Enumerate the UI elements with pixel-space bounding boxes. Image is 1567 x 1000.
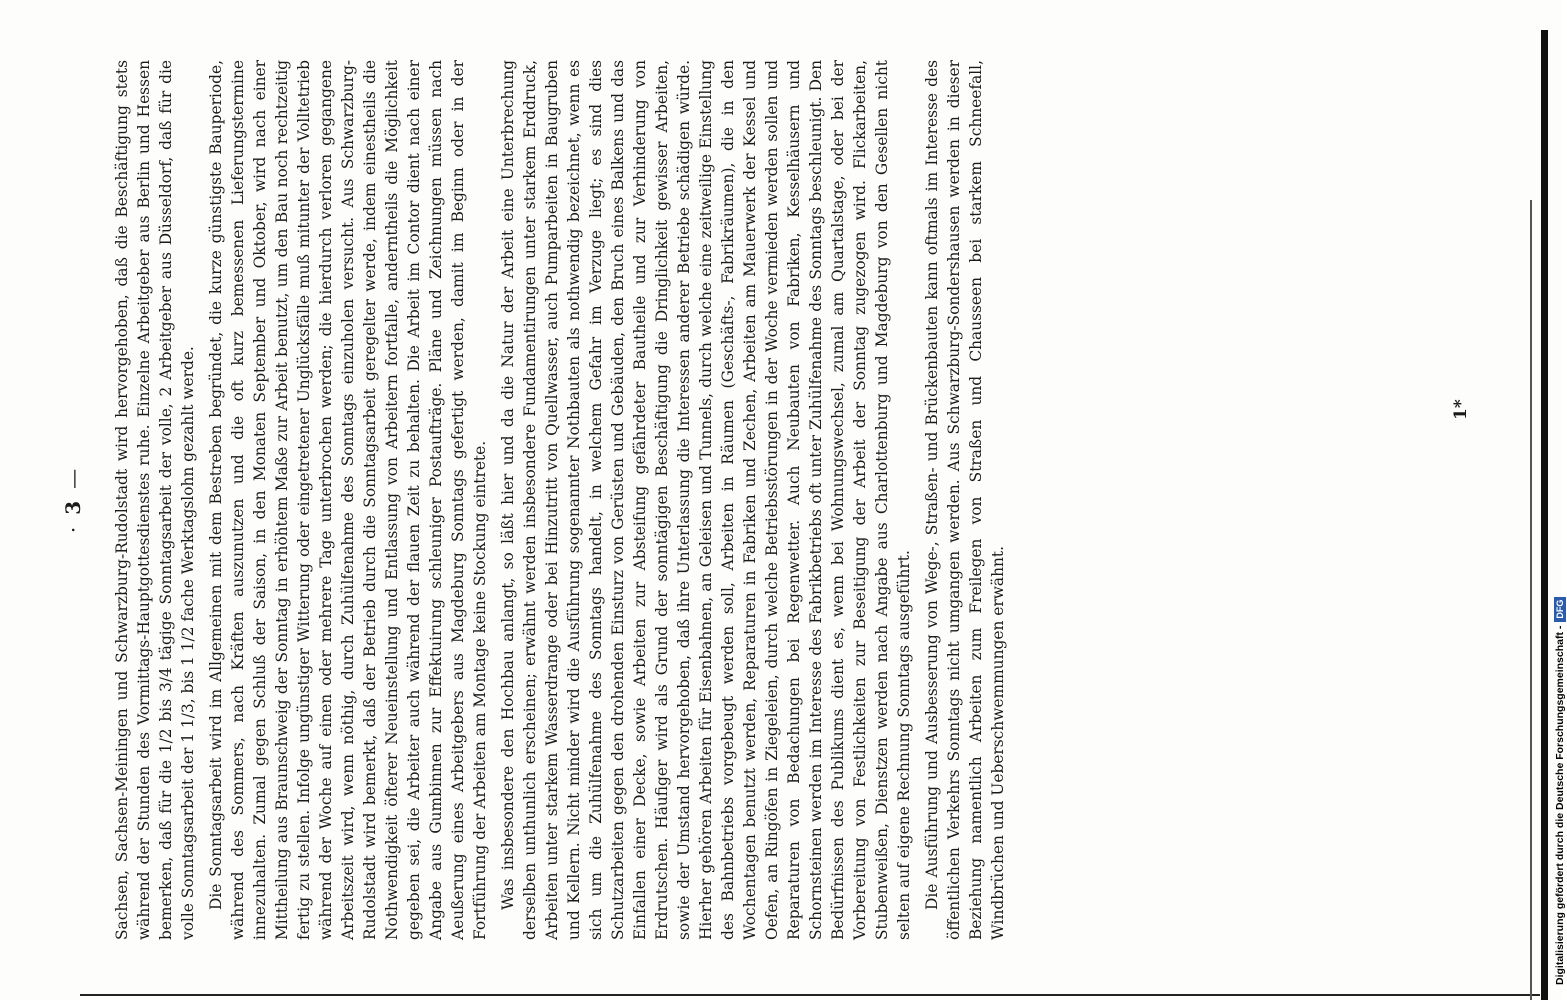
- page-edge-rule: [80, 994, 1540, 996]
- digitization-watermark: [1553, 5, 1567, 985]
- rotated-page: [61, 20, 1501, 980]
- binding-edge-bar: [1541, 30, 1548, 1000]
- body-text: [111, 60, 1009, 940]
- page-number: [61, 20, 85, 980]
- page-number-dash-left: ·: [61, 524, 85, 534]
- paragraph-4: Die Ausführung und Ausbesserung von Wege-, Straßen- und Brückenbauten kann oftmals im Interesse des öffentlichen Verkehrs Sonntags nicht umgangen werden. Aus Schwarzburg-Sondershausen werden in dieser Beziehung namentlich Arbeiten zum Freilegen von Straßen und Chausseen bei starkem Schneefall, Windbrüchen und Ueberschwemmungen erwähnt.: [923, 60, 1007, 940]
- paragraph-3: Was insbesondere den Hochbau anlangt, so läßt hier und da die Natur der Arbeit eine Unterbrechung derselben unthunlich erscheinen; erwähnt werden insbesondere Fundamentirungen unter starkem Erddruck, Arbeiten unter starkem Wasserdrange oder bei Hinzutritt von Quellwasser, auch Pumparbeiten in Baugruben und Kellern. Nicht minder wird die Ausführung sogenannter Nothbauten als nothwendig bezeichnet, wenn es sich um die Zuhülfenahme des Sonntags handelt, in welchem Gefahr im Verzuge liegt; es sind dies Schutzarbeiten gegen den drohenden Einsturz von Gerüsten und Gebäuden, den Bruch eines Balkens und das Einfallen einer Decke, sowie Arbeiten zur Absteifung gefährdeter Bautheile und zur Verhinderung von Erdrutschen. Häufiger wird als Grund der sonntägigen Beschäftigung die Dringlichkeit gewisser Arbeiten, sowie der Umstand hervorgehoben, daß ihre Unterlassung die Interessen anderer Betriebe schädigen würde. Hierher gehören Arbeiten für Eisenbahnen, an Geleisen und Tunnels, durch welche eine zeitweilige Einstellung des Bahnbetriebs vorgebeugt werden soll, Arbeiten in Räumen (Geschäfts-, Fabrikräumen), die in den Wochentagen benutzt werden, Reparaturen in Fabriken und Zechen, Arbeiten am Mauerwerk der Kessel und Oefen, an Ringöfen in Ziegeleien, durch welche Betriebsstörungen in der Woche vermieden werden sollen und Reparaturen von Bedachungen bei Regenwetter. Auch Neubauten von Fabriken, Kesselhäusern und Schornsteinen werden im Interesse des Fabrikbetriebs oft unter Zuhülfenahme des Sonntags beschleunigt. Den Bedürfnissen des Publikums dient es, wenn bei Wohnungswechsel, zumal am Quartalstage, oder bei der Vorbereitung von Festlichkeiten zur Beseitigung der Arbeit der Sonntag zugezogen wird. Flickarbeiten, Stubenweißen, Dienstzen werden nach Angabe aus Charlottenburg und Magdeburg von den Gesellen nicht selten auf eigene Rechnung Sonntags ausgeführt.: [499, 60, 913, 940]
- watermark-text: Digitalisierung gefördert durch die Deutsche Forschungsgemeinschaft -: [1554, 625, 1566, 985]
- dfg-logo-icon: DFG: [1554, 597, 1566, 622]
- paragraph-2: Die Sonntagsarbeit wird im Allgemeinen mit dem Bestreben begründet, die kurze günstigste Bauperiode, während des Sommers, nach Kräften auszunutzen und die oft kurz bemessenen Lieferungstermine innezuhalten. Zumal gegen Schluß der Saison, in den Monaten September und Oktober, wird nach einer Mittheilung aus Braunschweig der Sonntag in erhöhtem Maße zur Arbeit benutzt, um den Bau noch rechtzeitig fertig zu stellen. Infolge ungünstiger Witterung oder eingetretener Unglücksfälle muß mitunter der Volltetrieb während der Woche auf einen oder mehrere Tage unterbrochen werden; die hierdurch verloren gegangene Arbeitszeit wird, wenn nöthig, durch Zuhülfenahme des Sonntags einzuholen versucht. Aus Schwarzburg-Rudolstadt wird bemerkt, daß der Betrieb durch die Sonntagsarbeit geregelter werde, indem einestheils die Nothwendigkeit öfterer Neueinstellung und Entlassung von Arbeitern fortfalle, anderntheils die Möglichkeit gegeben sei, die Arbeiter auch während der flauen Zeit zu behalten. Die Arbeit im Contor dient nach einer Angabe aus Gumbinnen zur Effektuirung schleuniger Postaufträge. Pläne und Zeichnungen müssen nach Aeußerung eines Arbeitgebers aus Magdeburg Sonntags gefertigt werden, damit im Beginn oder in der Fortführung der Arbeiten am Montage keine Stockung eintrete.: [207, 60, 489, 940]
- page-number-dash-right: —: [61, 466, 85, 489]
- binding-edge-shadow: [1530, 200, 1532, 1000]
- page-number-value: 3: [61, 498, 85, 515]
- paragraph-1: Sachsen, Sachsen-Meiningen und Schwarzburg-Rudolstadt wird hervorgehoben, daß die Beschäftigung stets während der Stunden des Vormittags-Hauptgottesdienstes ruhe. Einzelne Arbeitgeber aus Berlin und Hessen bemerken, daß für die 1/2 bis 3/4 tägige Sonntagsarbeit der volle, 2 Arbeitgeber aus Düsseldorf, daß für die volle Sonntagsarbeit der 1 1/3, bis 1 1/2 fache Werktagslohn gezahlt werde.: [113, 60, 197, 940]
- sheet-signature: 1*: [1451, 399, 1471, 420]
